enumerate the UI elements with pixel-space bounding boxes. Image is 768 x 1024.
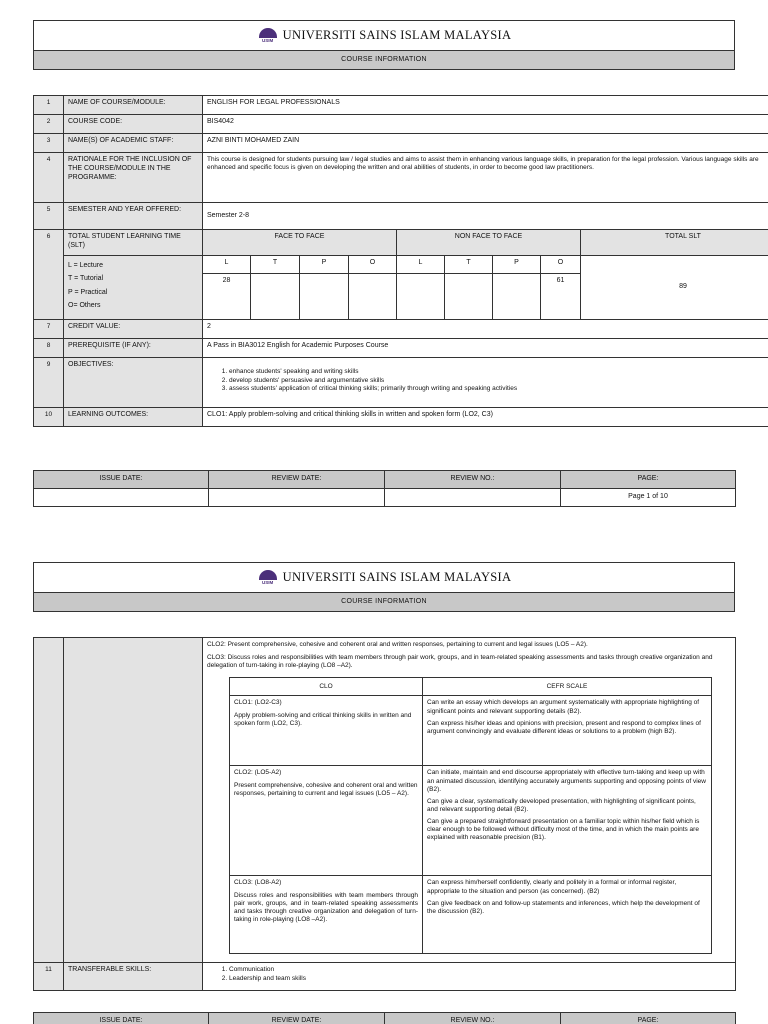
row-course-name: 1 NAME OF COURSE/MODULE: ENGLISH FOR LEGAL PROFESSIONALS [34, 96, 768, 115]
row-slt-header: 6 TOTAL STUDENT LEARNING TIME (SLT) FACE TO FACE NON FACE TO FACE TOTAL SLT [34, 230, 768, 256]
clo2-mapping-row: CLO2: (LO5-A2) Present comprehensive, cohesive and coherent oral and written responses, pertaining to current and legal issues (LO5 – A2). Can initiate, maintain and end discourse appropriately with effective turn-taking and keep up with an animated discussion, identifying accurately arguments supporting and opposing points of view (B2). Can give a clear, systematically developed presentation, with highlighting of significant points, and relevant supporting detail (B2). Can give a prepared straightforward presentation on a familiar topic within his/her field which is clear enough to be followed without difficulty most of the time, and in which the main points are explained with reasonable precision (B1). [230, 766, 712, 876]
course-info-title: COURSE INFORMATION [34, 51, 734, 69]
clo3-mapping-row: CLO3: (LO8-A2) Discuss roles and responsibilities with team members through pair work, groups, and in team-related speaking assessments and tasks through creative organization and delegation of turn-taking in role-playing (LO8 –A2). Can express him/herself confidently, clearly and politely in a formal or informal register, appropriate to the situation and person (as concerned). (B2) Can give feedback on and follow-up statements and inferences, which help the development of the discussion (B2). [230, 876, 712, 954]
row-slt-values: 28 61 [34, 274, 768, 320]
page2-footer: ISSUE DATE: REVIEW DATE: REVIEW NO.: PAGE: [33, 1012, 736, 1024]
clo2-text: CLO2: Present comprehensive, cohesive and coherent oral and written responses, pertaining to current and legal issues (LO5 – A2). [207, 641, 588, 648]
row-credit-value: 7 CREDIT VALUE: 2 [34, 320, 768, 339]
clo-cefr-table: CLO CEFR SCALE CLO1: (LO2-C3) Apply problem-solving and critical thinking skills in written and spoken form (LO2, C3). Can write an essay which develops an argument systematically with appropriate highlighting of significant points and relevant supporting details (B2). Can express his/her ideas and opinions with precision, present and respond to complex lines of argument convincingly and evaluate different ideas or solutions to a problem (high B2). CLO2: (LO5-A2) Present comprehensive, cohesive and coherent oral and written responses, pertaining to current and legal issues (LO5 – A2). Can initiate, maintain and end discourse appropriately with effective turn-taking and keep up with an animated discussion, identifying accurately arguments supporting and opposing points of view (B2). Can give a clear, systematically developed presentation, with highlighting of significant points, and relevant supporting detail (B2). Can give a prepared straightforward presentation on a familiar topic within his/her field which is clear enough to be followed without difficulty most of the time, and in which the main points are explained with reasonable precision (B1). CLO3: (LO8-A2) Discuss roles and responsibilities with team members through pair work, groups, and in team-related speaking assessments and tasks through creative organization and delegation of turn-taking in role-playing (LO8 –A2). Can express him/herself confidently, clearly and politely in a formal or informal register, appropriate to the situation and person (as concerned). (B2) Can give feedback on and follow-up statements and inferences, which help the development of the discussion (B2). [229, 677, 712, 954]
row-learning-outcomes: 10 LEARNING OUTCOMES: CLO1: Apply problem-solving and critical thinking skills in written and spoken form (LO2, C3) [34, 408, 768, 427]
page1-footer: ISSUE DATE: REVIEW DATE: REVIEW NO.: PAGE: Page 1 of 10 [33, 470, 736, 507]
row-semester: 5 SEMESTER AND YEAR OFFERED: Semester 2-8 [34, 203, 768, 230]
usim-logo-icon: USIM [257, 570, 279, 586]
page2-header [33, 562, 735, 612]
clo1-mapping-row: CLO1: (LO2-C3) Apply problem-solving and critical thinking skills in written and spoken form (LO2, C3). Can write an essay which develops an argument systematically with appropriate highlighting of significant points and relevant supporting details (B2). Can express his/her ideas and opinions with precision, present and respond to complex lines of argument convincingly and evaluate different ideas or solutions to a problem (high B2). [230, 696, 712, 766]
row-learning-outcomes-continued [34, 638, 736, 963]
row-course-code: 2 COURSE CODE: BIS4042 [34, 115, 768, 134]
page-number: Page 1 of 10 [561, 489, 736, 507]
row-academic-staff: 3 NAME(S) OF ACADEMIC STAFF: AZNI BINTI MOHAMED ZAIN [34, 134, 768, 153]
clo3-text: CLO3: Discuss roles and responsibilities with team members through pair work, groups, and in team-related speaking assessments and tasks through creative organization and delegation of turn-taking in role-playing (LO8 –A2). [207, 654, 713, 670]
usim-logo-icon: USIM [257, 28, 279, 44]
row-rationale: 4 RATIONALE FOR THE INCLUSION OF THE COURSE/MODULE IN THE PROGRAMME: This course is designed for students pursuing law / legal studies and aims to assist them in enhancing various language skills, in preparation for the legal profession. Various language skills are enhanced and specific focus is given on developing the written and oral abilities of students, in order to become good law practitioners. [34, 153, 768, 203]
university-name: UNIVERSITI SAINS ISLAM MALAYSIA [282, 570, 512, 584]
row-transferable-skills: 11 TRANSFERABLE SKILLS: 1. Communication 2. Leadership and team skills [34, 963, 736, 991]
university-name: UNIVERSITI SAINS ISLAM MALAYSIA [282, 28, 512, 42]
course-info-table-continued [33, 637, 736, 991]
objectives-list: 1. enhance students' speaking and writing skills 2. develop students' persuasive and argumentative skills 3. assess students' application of critical thinking skills; primarily through writing and speaking activities [207, 368, 768, 393]
course-info-table [33, 95, 768, 427]
university-banner [34, 21, 734, 51]
course-info-title: COURSE INFORMATION [34, 593, 734, 611]
row-prerequisite: 8 PREREQUISITE (IF ANY): A Pass in BIA3012 English for Academic Purposes Course [34, 339, 768, 358]
slt-total: 89 [581, 256, 768, 320]
row-slt-cols: L = Lecture T = Tutorial P = Practical O= Others L T P O L T P O 89 [34, 256, 768, 274]
row-objectives: 9 OBJECTIVES: 1. enhance students' speaking and writing skills 2. develop students' persuasive and argumentative skills 3. assess students' application of critical thinking skills; primarily through writing and speaking activities [34, 358, 768, 408]
page1-header [33, 20, 735, 70]
transferable-list: 1. Communication 2. Leadership and team skills [207, 966, 731, 983]
